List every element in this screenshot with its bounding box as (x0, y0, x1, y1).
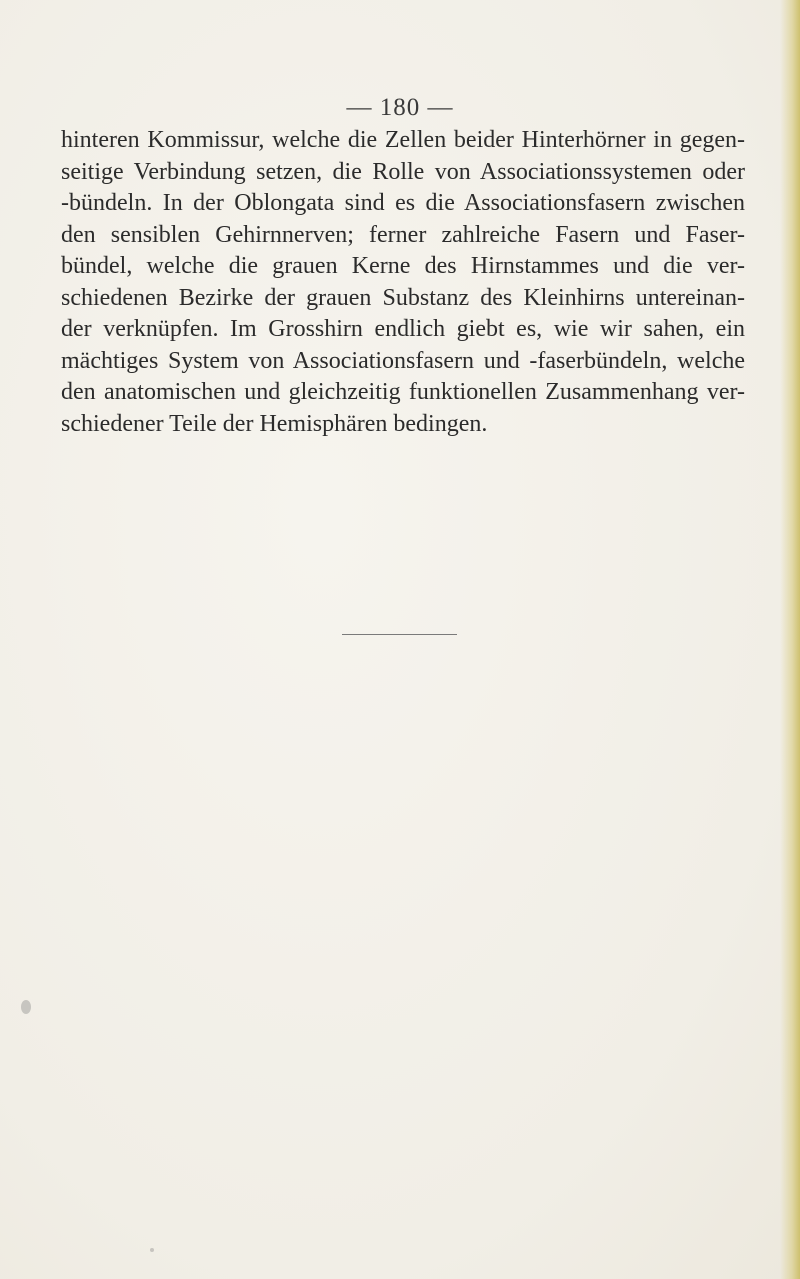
text-line: seitige Verbindung setzen, die Rolle von Associationssystemen oder (61, 158, 745, 185)
section-divider (342, 634, 457, 635)
paper-speck (21, 1000, 31, 1014)
text-line: schiedenen Bezirke der grauen Substanz des Kleinhirns untereinan- (61, 284, 745, 311)
text-line: -bündeln. In der Oblongata sind es die Associationsfasern zwischen (61, 190, 745, 216)
text-line: schiedener Teile der Hemisphären bedingen. (61, 410, 488, 437)
text-line: den sensiblen Gehirnnerven; ferner zahlreiche Fasern und Faser- (61, 221, 745, 248)
body-paragraph (61, 125, 745, 440)
text-line: mächtiges System von Associationsfasern und -faserbündeln, welche (61, 347, 745, 374)
text-line: bündel, welche die grauen Kerne des Hirnstammes und die ver- (61, 253, 745, 279)
text-line: den anatomischen und gleichzeitig funktionellen Zusammenhang ver- (61, 379, 745, 405)
page-number: — 180 — (346, 94, 454, 121)
text-line: der verknüpfen. Im Grosshirn endlich giebt es, wie wir sahen, ein (61, 316, 745, 342)
text-line: hinteren Kommissur, welche die Zellen beider Hinterhörner in gegen- (61, 127, 745, 153)
paper-speck (150, 1248, 154, 1252)
